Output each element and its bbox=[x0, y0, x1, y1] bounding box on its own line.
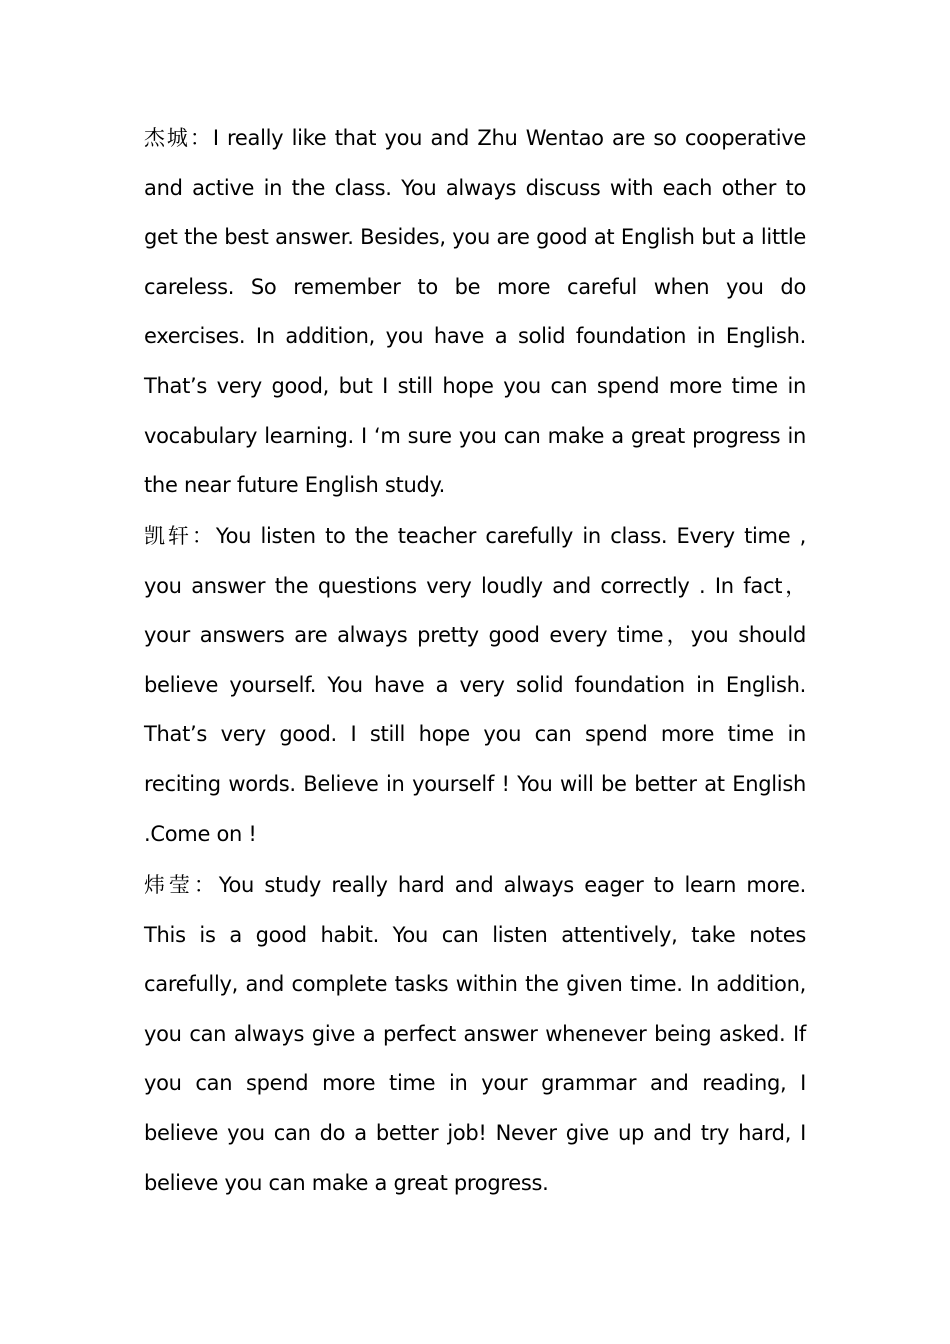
student-name-2: 凯轩： bbox=[144, 524, 216, 548]
comment-text-2: You listen to the teacher carefully in class. Every time , you answer the questions very loudly and correctly . In fact，your answers are always pretty good every time，you should believe yourself. You have a very solid foundation in English. That’s very good. I still hope you can spend more time in reciting words. Believe in yourself ! You will be better at English .Come on ! bbox=[144, 524, 807, 846]
student-name-3: 炜莹： bbox=[144, 873, 219, 897]
student-comment-2 bbox=[144, 512, 806, 859]
comment-text-3: You study really hard and always eager to learn more. This is a good habit. You can listen attentively, take notes carefully, and complete tasks within the given time. In addition, you can always give a perfect answer whenever being asked. If you can spend more time in your grammar and reading, I believe you can do a better job! Never give up and try hard, I believe you can make a great progress. bbox=[144, 873, 806, 1195]
student-comment-3 bbox=[144, 861, 806, 1208]
student-comment-1 bbox=[144, 114, 806, 511]
comment-text-1: I really like that you and Zhu Wentao are so cooperative and active in the class. You always discuss with each other to get the best answer. Besides, you are good at English but a little careless. So remember to be more careful when you do exercises. In addition, you have a solid foundation in English. That’s very good, but I still hope you can spend more time in vocabulary learning. I ‘m sure you can make a great progress in the near future English study. bbox=[144, 126, 807, 498]
student-name-1: 杰城： bbox=[144, 126, 213, 150]
